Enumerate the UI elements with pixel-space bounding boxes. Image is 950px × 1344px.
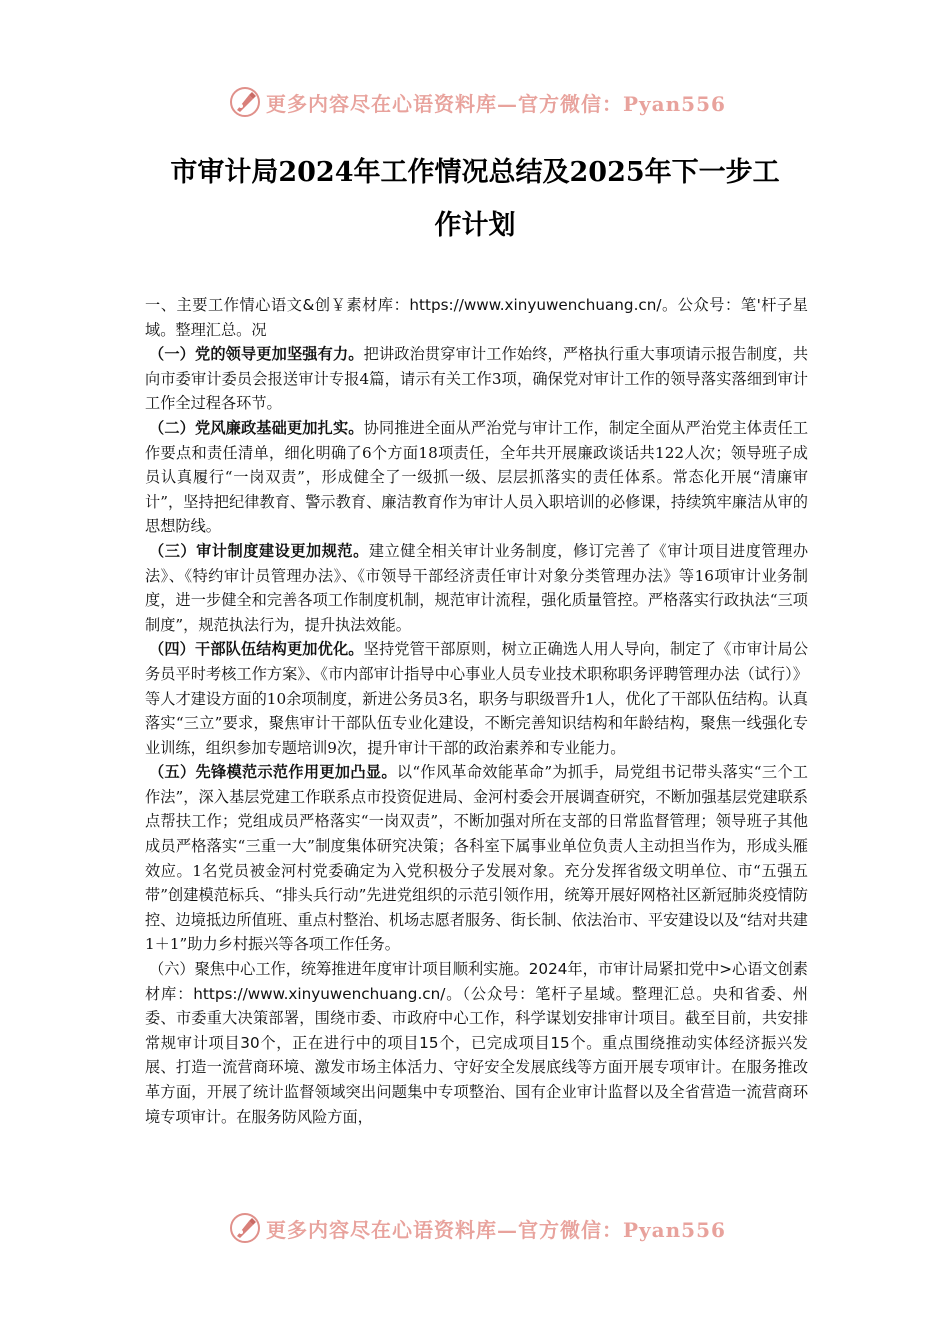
paragraph-body: 把讲政治贯穿审计工作始终，严格执行重大事项请示报告制度，共向市委审计委员会报送审计专报4篇，请示有关工作3项，确保党对审计工作的领导落实落细到审计工作全过程各环节。 <box>145 345 809 413</box>
title-line-1: 市审计局2024年工作情况总结及2025年下一步工 <box>170 157 780 188</box>
paragraph-body: 坚持党管干部原则，树立正确选人用人导向，制定了《市审计局公务员平时考核工作方案》、《市内部审计指导中心事业人员专业技术职称职务评聘管理办法（试行）》等人才建设方面的10余项制度，新进公务员3名，职务与职级晋升1人，优化了干部队伍结构。认真落实“三立”要求，聚焦审计干部队伍专业化建设，不断完善知识结构和年龄结构，聚焦一线强化专业训练，组织参加专题培训9次，提升审计干部的政治素养和专业能力。 <box>145 640 809 757</box>
header-banner <box>228 82 726 122</box>
paragraph-body: 协同推进全面从严治党与审计工作，制定全面从严治党主体责任工作要点和责任清单，细化明确了6个方面18项责任，全年共开展廉政谈话共122人次；领导班子成员认真履行“一岗双责”，形成健全了一级抓一级、层层抓落实的责任体系。常态化开展“清廉审计”，坚持把纪律教育、警示教育、廉洁教育作为审计人员入职培训的必修课，持续筑牢廉洁从审的思想防线。 <box>145 418 809 536</box>
banner-text: 更多内容尽在心语资料库—官方微信：Pyan556 <box>266 1217 726 1242</box>
paragraph-heading: （二）党风廉政基础更加扎实。 <box>149 418 364 437</box>
document-title <box>120 146 830 252</box>
paragraph-4 <box>145 637 808 760</box>
title-line-2: 作计划 <box>434 210 516 241</box>
banner-text: 更多内容尽在心语资料库—官方微信：Pyan556 <box>266 91 726 116</box>
paragraph-3 <box>145 539 808 637</box>
paragraph-body: 建立健全相关审计业务制度，修订完善了《审计项目进度管理办法》、《特约审计员管理办法》、《市领导干部经济责任审计对象分类管理办法》等16项审计业务制度，进一步健全和完善各项工作制度机制，规范审计流程，强化质量管控。严格落实行政执法“三项制度”，规范执法行为，提升执法效能。 <box>145 541 809 634</box>
paragraph-1 <box>145 342 808 416</box>
paragraph-5 <box>145 760 808 957</box>
pen-nib-logo-icon <box>228 1211 262 1245</box>
paragraph-heading: （五）先锋模范示范作用更加凸显。 <box>149 763 397 782</box>
paragraph-heading: （四）干部队伍结构更加优化。 <box>149 640 364 659</box>
paragraph-heading: （三）审计制度建设更加规范。 <box>149 541 369 560</box>
footer-banner <box>228 1208 726 1248</box>
pen-nib-logo-icon <box>228 85 262 119</box>
paragraph-heading: （一）党的领导更加坚强有力。 <box>149 345 364 364</box>
document-body <box>145 293 808 1129</box>
paragraph-body: 以“作风革命效能革命”为抓手，局党组书记带头落实“三个工作法”，深入基层党建工作联系点市投资促进局、金河村委会开展调查研究，不断加强基层党建联系点帮扶工作；党组成员严格落实“一岗双责”，不断加强对所在支部的日常监督管理；领导班子其他成员严格落实“三重一大”制度集体研究决策；各科室下属事业单位负责人主动担当作为，形成头雁效应。1名党员被金河村党委确定为入党积极分子发展对象。充分发挥省级文明单位、市“五强五带”创建模范标兵、“排头兵行动”先进党组织的示范引领作用，统筹开展好网格社区新冠肺炎疫情防控、边境抵边所值班、重点村整治、机场志愿者服务、街长制、依法治市、平安建设以及“结对共建1＋1”助力乡村振兴等各项工作任务。 <box>145 763 808 954</box>
paragraph-6: （六）聚焦中心工作，统筹推进年度审计项目顺利实施。2024年，市审计局紧扣党中>心语文创素材库：https://www.xinyuwenchuang.cn/。（公众号：笔杆子星域。整理汇总。央和省委、州委、市委重大决策部署，围绕市委、市政府中心工作，科学谋划安排审计项目。截至目前，共安排常规审计项目30个，正在进行中的项目15个，已完成项目15个。重点围绕推动实体经济振兴发展、打造一流营商环境、激发市场主体活力、守好安全发展底线等方面开展专项审计。在服务推改革方面，开展了统计监督领域突出问题集中专项整治、国有企业审计监督以及全省营造一流营商环境专项审计。在服务防风险方面， <box>145 960 808 1126</box>
paragraph-2 <box>145 416 808 539</box>
section-heading: 一、主要工作情心语文&创￥素材库：https://www.xinyuwenchuang.cn/。公众号：笔'杆子星域。整理汇总。况 <box>145 296 808 339</box>
